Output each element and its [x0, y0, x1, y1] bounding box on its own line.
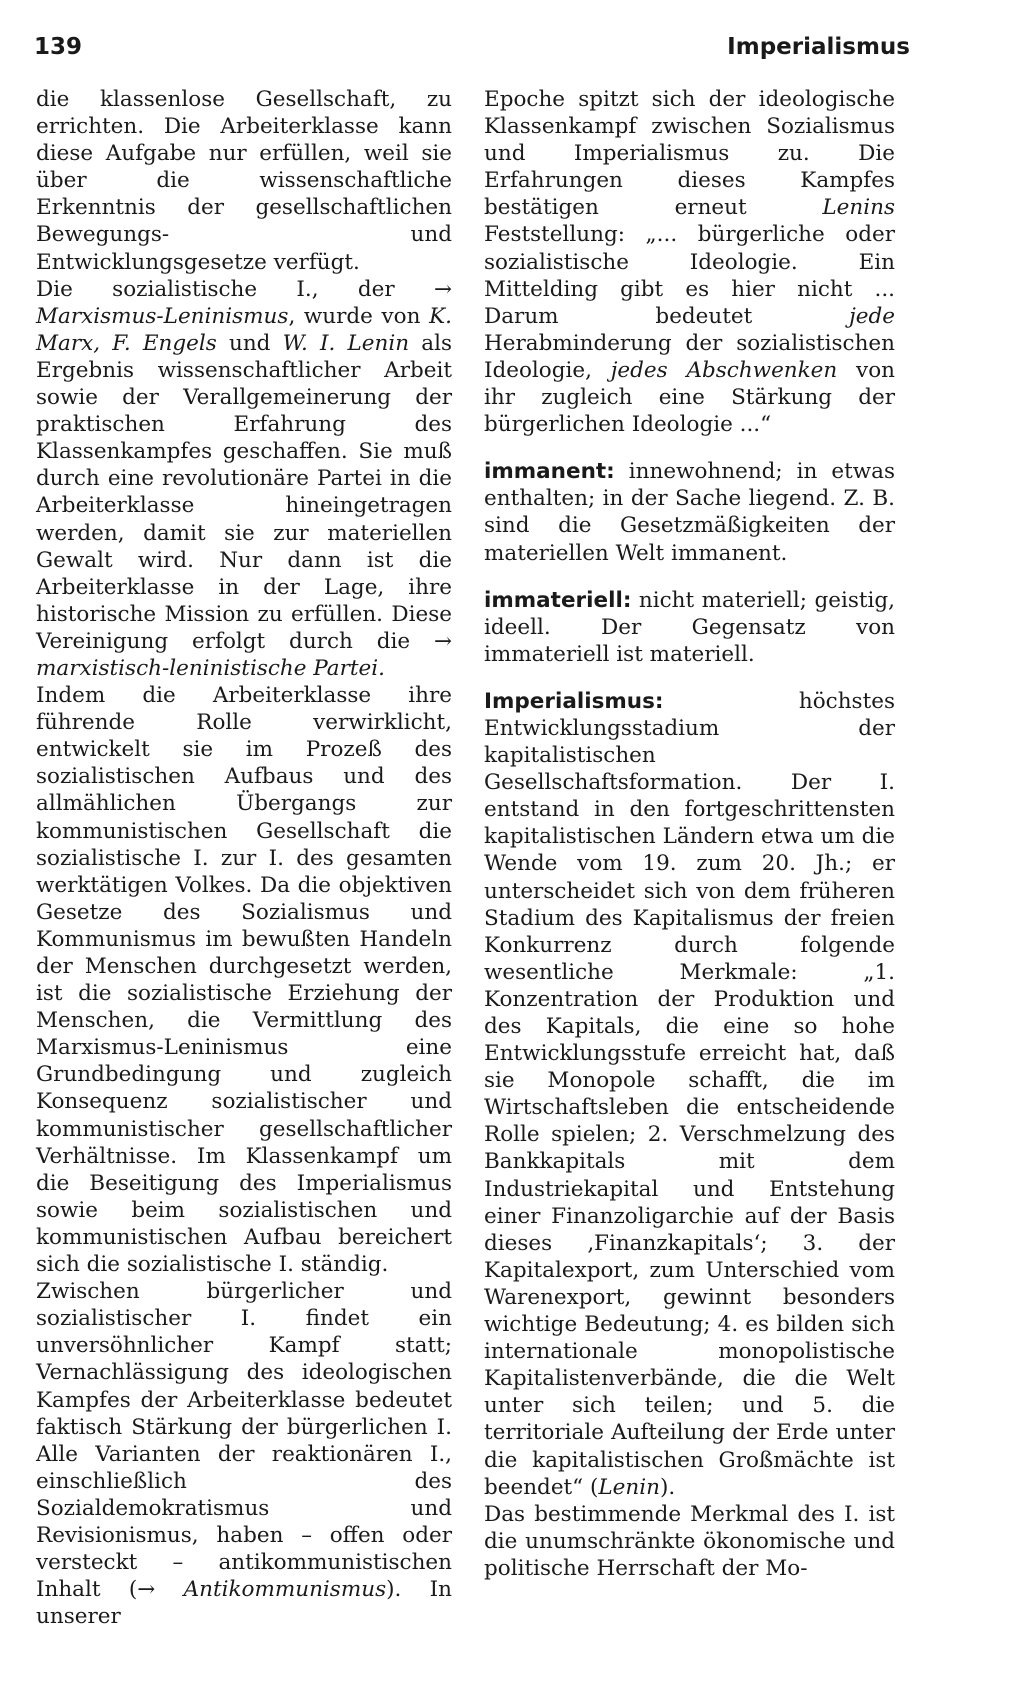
entry-definition: höchstes Entwicklungsstadium der kapitalistischen Gesellschaftsformation. Der I. entstand in den fortgeschrittensten kapitalistischen Ländern etwa um die Wende vom 19. zum 20. Jh.; er unterscheidet sich von dem früheren Stadium des Kapitalismus der freien Konkurrenz durch folgende wesentliche Merkmale: „1. Konzentration der Produktion und des Kapitals, die eine so hohe Entwicklungsstufe erreicht hat, daß sie Monopole schafft, die im Wirtschaftsleben die entscheidende Rolle spielen; 2. Verschmelzung des Bankkapitals mit dem Industriekapital und Entstehung einer Finanzoligarchie auf der Basis dieses ‚Finanzkapitals‘; 3. der Kapitalexport, zum Unterschied vom Warenexport, gewinnt besonders wichtige Bedeutung; 4. es bilden sich internationale monopolistische Kapitalistenverbände, die die Welt unter sich teilen; und 5. die territoriale Aufteilung der Erde unter die kapitalistischen Großmächte ist beendet“ ( [484, 688, 895, 1500]
text-run: Die sozialistische I., der → [36, 276, 452, 302]
left-column [36, 86, 452, 1630]
text-run: Das bestimmende Merkmal des I. ist die unumschränkte ökonomische und politische Herrschaft der Mo- [484, 1501, 895, 1581]
author-name: W. I. Lenin [282, 330, 410, 356]
cross-reference: marxistisch-leninistische Partei. [36, 655, 385, 681]
text-run: ). [659, 1474, 676, 1500]
right-column [484, 86, 895, 1582]
entry-term: Imperialismus: [484, 688, 664, 714]
text-run: Zwischen bürgerlicher und sozialistischer I. findet ein unversöhnlicher Kampf statt; Vernachlässigung des ideologischen Kampfes der Arbeiterklasse bedeutet faktisch Stärkung der bürgerlichen I. Alle Varianten der reaktionären I., einschließlich des Sozialdemokratismus und Revisionismus, haben – offen oder versteckt – antikommunistischen Inhalt (→ [36, 1279, 452, 1603]
text-run: als Ergebnis wissenschaftlicher Arbeit sowie der Verallgemeinerung der praktischen Erfahrung des Klassenkampfes geschaffen. Sie muß durch eine revolutionäre Partei in die Arbeiterklasse hineingetragen werden, damit sie zur materiellen Gewalt wird. Nur dann ist die Arbeiterklasse in der Lage, ihre historische Mission zu erfüllen. Diese Vereinigung erfolgt durch die → [36, 330, 452, 654]
running-header [34, 34, 910, 70]
entry-definition: innewohnend; in etwas enthalten; in der Sache liegend. Z. B. sind die Gesetzmäßigkeiten der materiellen Welt immanent. [484, 459, 895, 566]
entry-immateriell [484, 587, 895, 668]
entry-definition: nicht materiell; geistig, ideell. Der Gegensatz von immateriell ist materiell. [484, 587, 895, 667]
emphasis: jedes Abschwenken [610, 357, 838, 383]
paragraph [36, 276, 452, 682]
text-run: , wurde von [288, 303, 430, 329]
emphasis: jede [849, 303, 895, 329]
entry-immanent [484, 458, 895, 566]
text-run: und [216, 330, 283, 356]
paragraph [36, 86, 452, 276]
entry-imperialismus [484, 688, 895, 1501]
paragraph [484, 86, 895, 438]
header-keyword: Imperialismus [727, 34, 910, 60]
paragraph [36, 682, 452, 1278]
cross-reference: Antikommunismus [183, 1577, 387, 1603]
author-name: Lenin [598, 1474, 660, 1500]
entry-term: immateriell: [484, 587, 632, 613]
paragraph [484, 1501, 895, 1582]
author-name: K. Marx, F. Engels [36, 303, 452, 356]
text-run: Feststellung: „... bürgerliche oder sozialistische Ideologie. Ein Mittelding gibt es hier nicht ... Darum bedeutet [484, 222, 895, 329]
text-run: Epoche spitzt sich der ideologische Klassenkampf zwischen Sozialismus und Imperialismus zu. Die Erfahrungen dieses Kampfes bestätigen erneut [484, 87, 895, 221]
paragraph [36, 1278, 452, 1630]
text-run: Indem die Arbeiterklasse ihre führende Rolle verwirklicht, entwickelt sie im Prozeß des sozialistischen Aufbaus und des allmählichen Übergangs zur kommunistischen Gesellschaft die sozialistische I. zur I. des gesamten werktätigen Volkes. Da die objektiven Gesetze des Sozialismus und Kommunismus im bewußten Handeln der Menschen durchgesetzt werden, ist die sozialistische Erziehung der Menschen, die Vermittlung des Marxismus-Leninismus eine Grundbedingung und zugleich Konsequenz sozialistischer und kommunistischer gesellschaftlicher Verhältnisse. Im Klassenkampf um die Beseitigung des Imperialismus sowie beim sozialistischen und kommunistischen Aufbau bereichert sich die sozialistische I. ständig. [36, 683, 452, 1278]
text-run: von ihr zugleich eine Stärkung der bürgerlichen Ideologie ...“ [484, 357, 895, 438]
cross-reference: Marxismus-Leninismus [36, 303, 289, 329]
text-run: die klassenlose Gesellschaft, zu errichten. Die Arbeiterklasse kann diese Aufgabe nur erfüllen, weil sie über die wissenschaftliche Erkenntnis der gesellschaftlichen Bewegungs- und Entwicklungsgesetze verfügt. [36, 87, 452, 275]
author-name: Lenins [822, 195, 895, 221]
text-run: Herabminderung der sozialistischen Ideologie, [484, 330, 895, 383]
entry-term: immanent: [484, 459, 615, 485]
page-number: 139 [34, 34, 83, 60]
text-run: ). In unserer [36, 1577, 453, 1630]
